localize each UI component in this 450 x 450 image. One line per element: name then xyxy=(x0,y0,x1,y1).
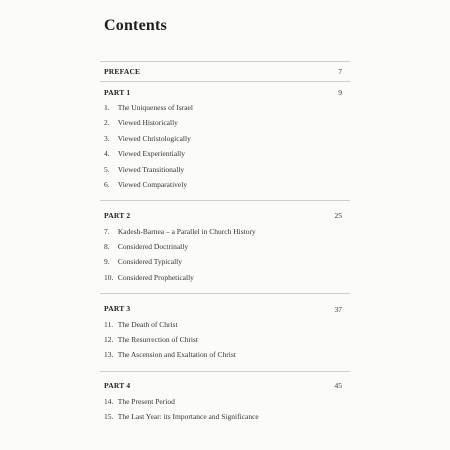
entry-number: 15. xyxy=(104,412,114,421)
entry-title: Viewed Historically xyxy=(117,118,178,127)
part-1-page-number: 9 xyxy=(338,88,342,97)
entry-number: 4. xyxy=(104,149,110,158)
entry-number: 12. xyxy=(104,335,114,344)
preface-page-number: 7 xyxy=(338,67,342,76)
part-3-page-number: 37 xyxy=(334,305,342,314)
entry-title: Viewed Experientially xyxy=(117,149,185,158)
toc-entry xyxy=(104,103,193,112)
entry-number: 7. xyxy=(104,227,110,236)
toc-entry xyxy=(104,242,188,251)
entry-title: Viewed Comparatively xyxy=(117,180,188,189)
entry-number: 14. xyxy=(104,397,114,406)
toc-entry xyxy=(104,134,191,143)
divider xyxy=(100,200,350,201)
entry-number: 5. xyxy=(104,165,110,174)
entry-title: Viewed Christologically xyxy=(117,134,191,143)
toc-entry xyxy=(104,149,185,158)
entry-title: The Present Period xyxy=(117,397,175,406)
toc-entry xyxy=(104,335,198,344)
toc-entry xyxy=(104,412,259,421)
entry-title: Considered Typically xyxy=(117,257,182,266)
toc-entry xyxy=(104,180,187,189)
entry-title: The Ascension and Exaltation of Christ xyxy=(117,350,236,359)
toc-entry xyxy=(104,273,194,282)
toc-entry xyxy=(104,227,256,236)
toc-entry xyxy=(104,397,175,406)
part-4-page-number: 45 xyxy=(334,381,342,390)
part-4-heading: PART 4 xyxy=(104,381,131,390)
divider xyxy=(100,81,350,82)
entry-number: 6. xyxy=(104,180,110,189)
entry-title: The Uniqueness of Israel xyxy=(117,103,193,112)
entry-number: 2. xyxy=(104,118,110,127)
entry-number: 11. xyxy=(104,320,114,329)
toc-entry xyxy=(104,118,178,127)
part-1-heading: PART 1 xyxy=(104,88,131,97)
divider xyxy=(100,61,350,62)
toc-entry xyxy=(104,165,184,174)
entry-number: 13. xyxy=(104,350,114,359)
page-title: Contents xyxy=(104,17,167,34)
part-2-heading: PART 2 xyxy=(104,211,131,220)
entry-number: 10. xyxy=(104,273,114,282)
toc-entry xyxy=(104,320,178,329)
entry-number: 8. xyxy=(104,242,110,251)
part-2-page-number: 25 xyxy=(334,211,342,220)
entry-title: Considered Doctrinally xyxy=(117,242,189,251)
divider xyxy=(100,371,350,372)
entry-title: Viewed Transitionally xyxy=(117,165,185,174)
entry-number: 9. xyxy=(104,257,110,266)
toc-entry xyxy=(104,257,182,266)
entry-title: The Last Year: its Importance and Significance xyxy=(117,412,259,421)
toc-entry xyxy=(104,350,236,359)
divider xyxy=(100,293,350,294)
entry-number: 1. xyxy=(104,103,110,112)
entry-number: 3. xyxy=(104,134,110,143)
entry-title: The Resurrection of Christ xyxy=(117,335,198,344)
entry-title: The Death of Christ xyxy=(117,320,178,329)
part-3-heading: PART 3 xyxy=(104,304,131,313)
entry-title: Kadesh-Barnea – a Parallel in Church History xyxy=(117,227,256,236)
entry-title: Considered Prophetically xyxy=(117,273,194,282)
preface-heading: PREFACE xyxy=(104,67,141,76)
